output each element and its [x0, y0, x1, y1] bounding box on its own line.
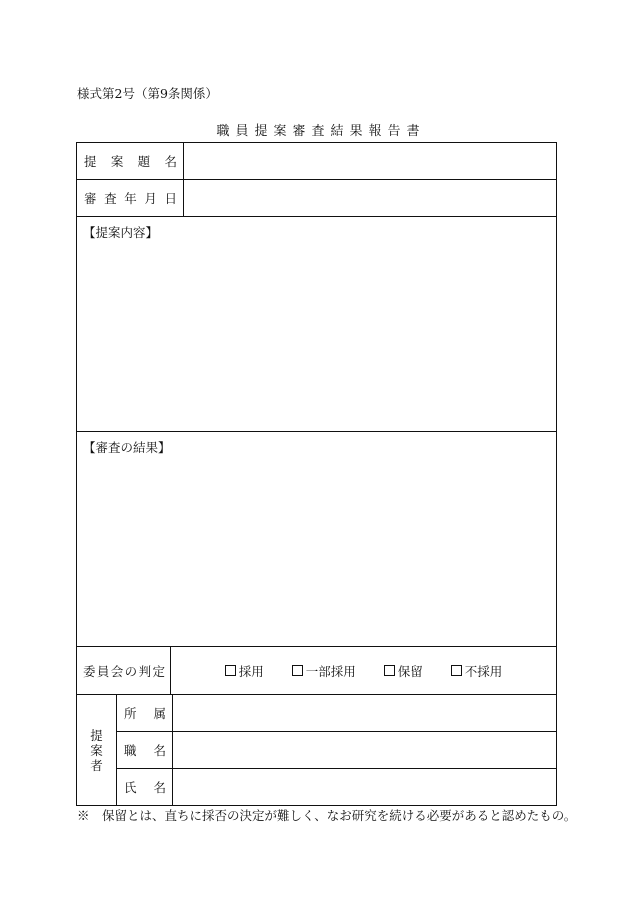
affiliation-label: 所 属: [117, 695, 172, 732]
name-field[interactable]: [173, 769, 556, 805]
report-form: [76, 142, 557, 806]
option-reject[interactable]: 不採用: [451, 662, 503, 680]
option-adopt[interactable]: 採用: [225, 662, 264, 680]
review-result-heading: 【審査の結果】: [83, 440, 171, 455]
affiliation-field[interactable]: [173, 695, 556, 732]
proposal-title-field[interactable]: [184, 143, 556, 179]
form-number: 様式第2号（第9条関係）: [77, 86, 218, 101]
review-date-row: [77, 180, 556, 217]
proposal-title-label: 提 案 題 名: [77, 143, 184, 179]
committee-judgment-row: [77, 647, 556, 695]
option-hold[interactable]: 保留: [384, 662, 423, 680]
option-partial-adopt[interactable]: 一部採用: [292, 662, 356, 680]
proposer-field-labels: [117, 695, 173, 805]
review-date-field[interactable]: [184, 180, 556, 216]
hold-footnote: ※ 保留とは、直ちに採否の決定が難しく、なお研究を続ける必要があると認めたもの。: [77, 808, 577, 823]
checkbox-adopt[interactable]: [225, 665, 236, 676]
proposer-block: [77, 695, 556, 805]
position-label: 職 名: [117, 732, 172, 769]
judgment-options: [171, 647, 556, 694]
review-result-section[interactable]: [77, 432, 556, 647]
checkbox-reject[interactable]: [451, 665, 462, 676]
proposer-field-values: [173, 695, 556, 805]
position-field[interactable]: [173, 732, 556, 769]
proposer-label: 提 案 者: [77, 695, 117, 805]
checkbox-partial-adopt[interactable]: [292, 665, 303, 676]
name-label: 氏 名: [124, 780, 166, 795]
proposal-content-heading: 【提案内容】: [83, 225, 159, 240]
document-title: 職員提案審査結果報告書: [216, 124, 426, 139]
review-date-label: 審 査 年 月 日: [77, 180, 184, 216]
proposal-title-row: [77, 143, 556, 180]
checkbox-hold[interactable]: [384, 665, 395, 676]
proposal-content-section[interactable]: [77, 217, 556, 432]
committee-judgment-label: 委 員 会 の 判 定: [77, 647, 171, 694]
